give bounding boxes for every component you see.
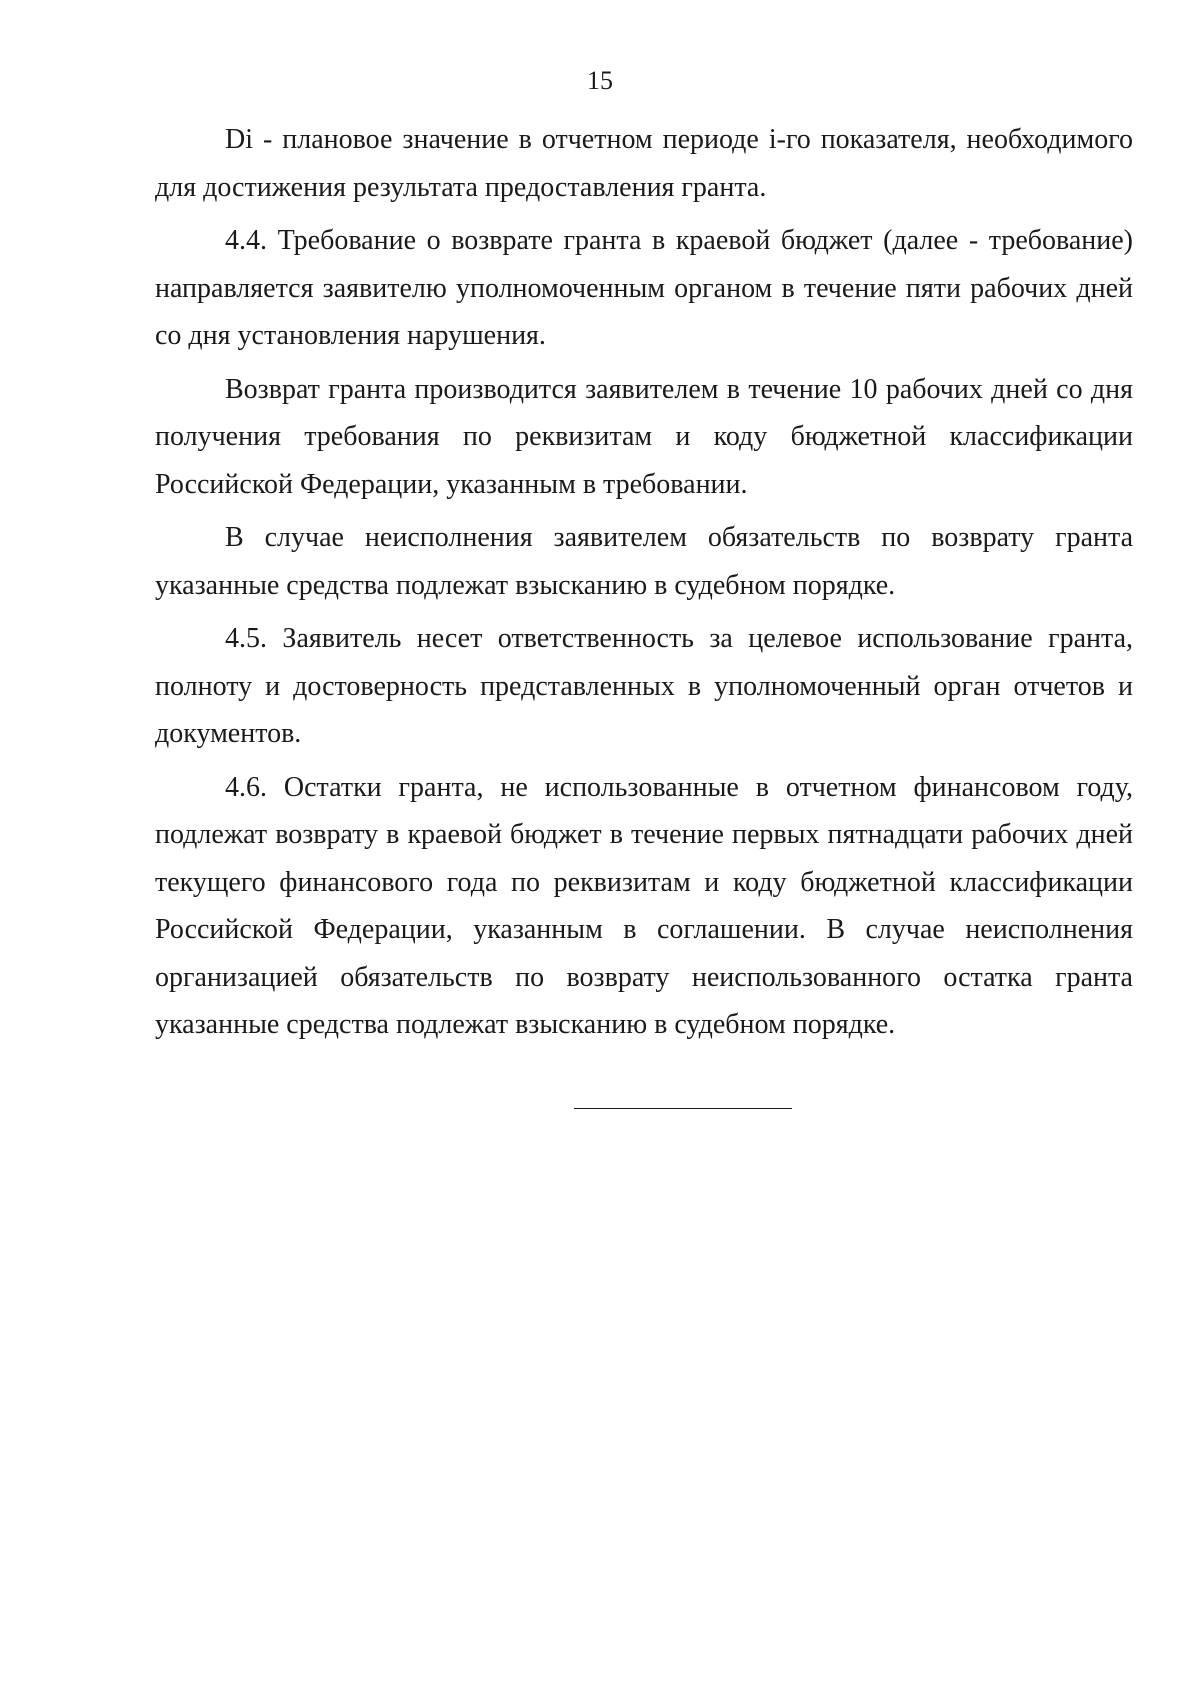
paragraph-4-6-grant-balances: 4.6. Остатки гранта, не использованные в отчетном финансовом году, подлежат возврату в краевой бюджет в течение первых пятнадцати рабочих дней текущего финансового года по реквизитам и коду бюджетной классификации Российской Федерации, указанным в соглашении. В случае неисполнения организацией обязательств по возврату неиспользованного остатка гранта указанные средства подлежат взысканию в судебном порядке. (155, 771, 1133, 1040)
paragraph-4-5-responsibility: 4.5. Заявитель несет ответственность за целевое использование гранта, полноту и достоверность представленных в уполномоченный орган отчетов и документов. (155, 623, 1133, 749)
paragraph-4-4-return-demand: 4.4. Требование о возврате гранта в краевой бюджет (далее - требование) направляется заявителю уполномоченным органом в течение пяти рабочих дней со дня установления нарушения. (155, 225, 1133, 351)
paragraph-di-definition: Di - плановое значение в отчетном периоде i-го показателя, необходимого для достижения результата предоставления гранта. (155, 124, 1133, 203)
end-of-document-rule (574, 1108, 792, 1109)
paragraph-non-fulfillment-court: В случае неисполнения заявителем обязательств по возврату гранта указанные средства подлежат взысканию в судебном порядке. (155, 522, 1133, 601)
paragraph-grant-return-terms: Возврат гранта производится заявителем в течение 10 рабочих дней со дня получения требования по реквизитам и коду бюджетной классификации Российской Федерации, указанным в требовании. (155, 373, 1133, 500)
document-body (155, 116, 1133, 1055)
page-number: 15 (587, 66, 613, 95)
